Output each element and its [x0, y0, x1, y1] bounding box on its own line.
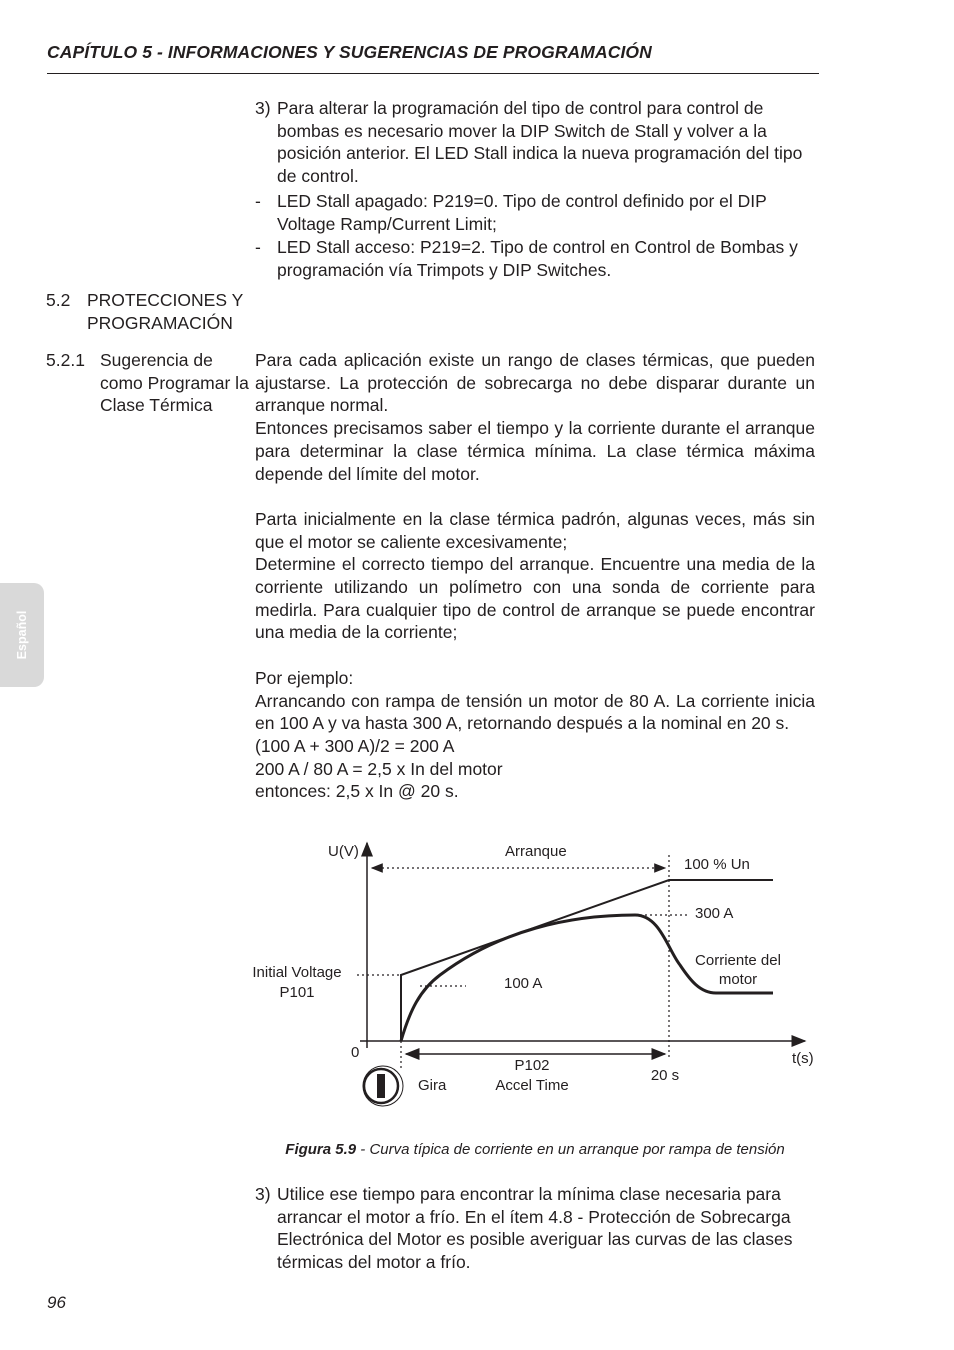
list-item-label: -	[255, 237, 261, 257]
body-paragraph: Arrancando con rampa de tensión un motor de 80 A. La corriente inicia en 100 A y va hasta 300 A, retornando después a la nominal en 20 s.	[255, 690, 815, 734]
figure-caption-text: - Curva típica de corriente en un arranque por rampa de tensión	[356, 1141, 785, 1158]
x-axis-label: t(s)	[792, 1050, 814, 1067]
list-item-label: 3)	[255, 1184, 271, 1204]
peak-current-label: 300 A	[695, 905, 734, 922]
start-button-icon	[363, 1066, 403, 1106]
body-paragraph: Parta inicialmente en la clase térmica padrón, algunas veces, más sin que el motor se caliente excesivamente;	[255, 508, 815, 552]
section-title-line1: PROTECCIONES Y	[87, 290, 244, 310]
list-item	[255, 1183, 815, 1274]
section-title-line2: PROGRAMACIÓN	[87, 313, 233, 333]
section-number: 5.2	[46, 290, 71, 310]
list-item-text: Utilice ese tiempo para encontrar la mínima clase necesaria para arrancar el motor a frío. En el ítem 4.8 - Protección de Sobrecarga Electrónica del Motor es posible averiguar las curvas de las clases térmicas del motor a frío.	[277, 1184, 793, 1273]
language-tab-label: Español	[15, 610, 29, 660]
chapter-title: CAPÍTULO 5 - INFORMACIONES Y SUGERENCIAS DE PROGRAMACIÓN	[47, 42, 652, 62]
accel-time-label-line1: P102	[514, 1057, 550, 1074]
list-item-label: -	[255, 191, 261, 211]
calculation-line: (100 A + 300 A)/2 = 200 A	[255, 735, 455, 756]
figure-caption	[0, 1141, 954, 1158]
list-item-text: LED Stall apagado: P219=0. Tipo de control definido por el DIP Voltage Ramp/Current Limit;	[277, 191, 767, 234]
motor-current-curve	[401, 915, 773, 1041]
body-paragraph: Por ejemplo:	[255, 667, 354, 688]
initial-voltage-label-line1: Initial Voltage	[252, 964, 342, 981]
accel-time-label-line2: Accel Time	[495, 1077, 569, 1094]
calculation-line: entonces: 2,5 x In @ 20 s.	[255, 781, 459, 802]
subsection-title: Sugerencia de como Programar la Clase Térmica	[100, 350, 249, 416]
body-paragraph: Determine el correcto tiempo del arranque. Encuentre una media de la corriente utilizando un polímetro con una sonda de corriente para medirla. Para cualquier tipo de control de arranque se puede encontrar una media de la corriente;	[255, 554, 815, 643]
time-label: 20 s	[650, 1067, 680, 1084]
motor-current-label-line1: Corriente del	[695, 952, 781, 969]
start-current-label: 100 A	[504, 975, 543, 992]
arranque-label: Arranque	[505, 843, 567, 860]
list-item-text: Para alterar la programación del tipo de control para control de bombas es necesario mover la DIP Switch de Stall y volver a la posición anterior. El LED Stall indica la nueva programación del tipo de control.	[277, 98, 803, 187]
body-paragraph: Para cada aplicación existe un rango de clases térmicas, que pueden ajustarse. La protección de sobrecarga no debe disparar durante un arranque normal.	[255, 350, 815, 416]
list-item-label: 3)	[255, 98, 271, 118]
list-item-text: LED Stall acceso: P219=2. Tipo de control en Control de Bombas y programación vía Trimpots y DIP Switches.	[277, 237, 798, 280]
initial-voltage-label-line2: P101	[279, 984, 315, 1001]
full-voltage-label: 100 % Un	[684, 856, 750, 873]
body-paragraph: Entonces precisamos saber el tiempo y la corriente durante el arranque para determinar la clase térmica mínima. La clase térmica máxima depende del límite del motor.	[255, 418, 815, 484]
run-label: Gira	[418, 1077, 447, 1094]
motor-current-label-line2: motor	[718, 971, 758, 988]
page-number: 96	[47, 1293, 66, 1312]
figure-caption-label: Figura 5.9	[285, 1141, 357, 1158]
origin-label: 0	[351, 1044, 360, 1061]
y-axis-label: U(V)	[328, 843, 359, 860]
subsection-number: 5.2.1	[46, 350, 85, 370]
calculation-line: 200 A / 80 A = 2,5 x In del motor	[255, 758, 503, 779]
